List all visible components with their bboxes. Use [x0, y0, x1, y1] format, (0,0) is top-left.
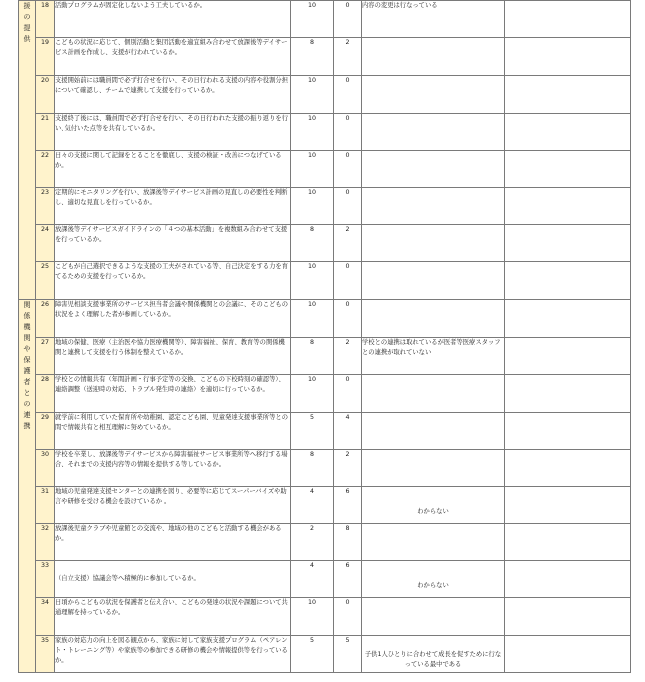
yes-count: 10: [291, 1, 334, 38]
extra-cell: [505, 1, 631, 38]
extra-cell: [505, 598, 631, 636]
yes-count: 8: [291, 225, 334, 262]
no-count: 0: [334, 300, 362, 338]
yes-count: 8: [291, 38, 334, 76]
staff-note: [362, 450, 505, 487]
staff-note: [362, 375, 505, 413]
table-row: [19, 450, 631, 487]
staff-note: 学校との連携は取れているが医者等医療スタッフとの連携が取れていない: [362, 338, 505, 375]
extra-cell: [505, 151, 631, 188]
yes-count: 5: [291, 413, 334, 450]
question-text: こどもの状況に応じて、個別活動と集団活動を適宜組み合わせて放課後等デイサービス計画を作成し、支援が行われているか。: [55, 38, 291, 76]
no-count: 0: [334, 188, 362, 225]
question-text: 就学前に利用していた保育所や幼稚園、認定こども園、児童発達支援事業所等との間で情報共有と相互理解に努めているか。: [55, 413, 291, 450]
table-row: [19, 188, 631, 225]
question-text: 放課後等デイサービスガイドラインの「４つの基本活動」を複数組み合わせて支援を行っているか。: [55, 225, 291, 262]
row-number: 21: [36, 114, 55, 151]
staff-note: [362, 38, 505, 76]
row-number: 34: [36, 598, 55, 636]
extra-cell: [505, 38, 631, 76]
extra-cell: [505, 225, 631, 262]
yes-count: 5: [291, 636, 334, 673]
table-row: [19, 151, 631, 188]
no-count: 0: [334, 262, 362, 300]
extra-cell: [505, 524, 631, 561]
extra-cell: [505, 375, 631, 413]
question-text: 家族の対応力の向上を図る観点から、家族に対して家族支援プログラム（ペアレント・トレーニング等）や家族等の参加できる研修の機会や情報提供等を行っているか。: [55, 636, 291, 673]
question-text: 放課後児童クラブや児童館との交流や、地域の他のこどもと活動する機会があるか。: [55, 524, 291, 561]
yes-count: 10: [291, 114, 334, 151]
row-number: 18: [36, 1, 55, 38]
row-number: 26: [36, 300, 55, 338]
row-number: 30: [36, 450, 55, 487]
table-row: [19, 561, 631, 598]
evaluation-table: [18, 0, 631, 673]
staff-note: 内容の変更は行なっている: [362, 1, 505, 38]
yes-count: 2: [291, 524, 334, 561]
question-text: 定期的にモニタリングを行い、放課後等デイサービス計画の見直しの必要性を判断し、適切な見直しを行っているか。: [55, 188, 291, 225]
extra-cell: [505, 262, 631, 300]
yes-count: 8: [291, 338, 334, 375]
extra-cell: [505, 76, 631, 114]
table-row: [19, 524, 631, 561]
question-text: 日頃からこどもの状況を保護者と伝え合い、こどもの発達の状況や課題について共通理解を持っているか。: [55, 598, 291, 636]
yes-count: 10: [291, 76, 334, 114]
category-cell-provision: [19, 1, 36, 300]
table-row: [19, 413, 631, 450]
row-number: 33: [36, 561, 55, 598]
staff-note: [362, 188, 505, 225]
staff-note: [362, 151, 505, 188]
table-row: [19, 598, 631, 636]
yes-count: 8: [291, 450, 334, 487]
row-number: 32: [36, 524, 55, 561]
extra-cell: [505, 561, 631, 598]
question-text: 地域の保健、医療（主治医や協力医療機関等）、障害福祉、保育、教育等の関係機関と連携して支援を行う体制を整えているか。: [55, 338, 291, 375]
category-label: 関係機関や保護者との連携: [23, 301, 31, 430]
table-row: [19, 1, 631, 38]
table-row: [19, 76, 631, 114]
extra-cell: [505, 338, 631, 375]
question-text: 障害児相談支援事業所のサービス担当者会議や関係機関との会議に、そのこどもの状況をよく理解した者が参画しているか。: [55, 300, 291, 338]
no-count: 6: [334, 561, 362, 598]
row-number: 23: [36, 188, 55, 225]
extra-cell: [505, 413, 631, 450]
no-count: 0: [334, 375, 362, 413]
question-text: 地域の児童発達支援センターとの連携を図り、必要等に応じてスーパーバイズや助言や研修を受ける機会を設けているか 。: [55, 487, 291, 524]
staff-note: [362, 524, 505, 561]
table-row: [19, 487, 631, 524]
table-row: [19, 114, 631, 151]
row-number: 31: [36, 487, 55, 524]
no-count: 2: [334, 38, 362, 76]
no-count: 0: [334, 76, 362, 114]
question-text: 活動プログラムが固定化しないよう工夫しているか。: [55, 1, 291, 38]
no-count: 5: [334, 636, 362, 673]
table-row: [19, 375, 631, 413]
staff-note: [362, 262, 505, 300]
yes-count: 10: [291, 375, 334, 413]
staff-note: わからない: [362, 561, 505, 598]
table-row: [19, 225, 631, 262]
question-text: （自立支援）協議会等へ積極的に参加しているか。: [55, 561, 291, 598]
yes-count: 10: [291, 262, 334, 300]
row-number: 28: [36, 375, 55, 413]
staff-note: [362, 114, 505, 151]
table-row: [19, 300, 631, 338]
extra-cell: [505, 450, 631, 487]
no-count: 0: [334, 151, 362, 188]
no-count: 0: [334, 598, 362, 636]
row-number: 20: [36, 76, 55, 114]
yes-count: 10: [291, 188, 334, 225]
no-count: 2: [334, 450, 362, 487]
row-number: 19: [36, 38, 55, 76]
staff-note: [362, 225, 505, 262]
row-number: 35: [36, 636, 55, 673]
staff-note: 子供1人ひとりに合わせて成長を促すために行なっている最中である: [362, 636, 505, 673]
category-label: 援の提供: [23, 2, 31, 43]
no-count: 8: [334, 524, 362, 561]
row-number: 22: [36, 151, 55, 188]
yes-count: 4: [291, 487, 334, 524]
staff-note: [362, 76, 505, 114]
staff-note: [362, 300, 505, 338]
no-count: 0: [334, 114, 362, 151]
no-count: 0: [334, 1, 362, 38]
category-cell-cooperation: [19, 300, 36, 673]
table-row: [19, 636, 631, 673]
row-number: 29: [36, 413, 55, 450]
extra-cell: [505, 636, 631, 673]
yes-count: 10: [291, 151, 334, 188]
no-count: 6: [334, 487, 362, 524]
yes-count: 10: [291, 598, 334, 636]
yes-count: 4: [291, 561, 334, 598]
table-row: [19, 38, 631, 76]
extra-cell: [505, 487, 631, 524]
table-row: [19, 262, 631, 300]
question-text: 学校との情報共有（年間計画・行事予定等の交換、こどもの下校時刻の確認等）、連絡調整（送迎時の対応、トラブル発生時の連絡）を適切に行っているか。: [55, 375, 291, 413]
row-number: 25: [36, 262, 55, 300]
question-text: 学校を卒業し、放課後等デイサービスから障害福祉サービス事業所等へ移行する場合、それまでの支援内容等の情報を提供する等しているか。: [55, 450, 291, 487]
staff-note: [362, 598, 505, 636]
no-count: 4: [334, 413, 362, 450]
table-row: [19, 338, 631, 375]
extra-cell: [505, 188, 631, 225]
no-count: 2: [334, 338, 362, 375]
yes-count: 10: [291, 300, 334, 338]
extra-cell: [505, 300, 631, 338]
staff-note: わからない: [362, 487, 505, 524]
staff-note: [362, 413, 505, 450]
question-text: 支援開始前には職員間で必ず打合せを行い、その日行われる支援の内容や役割分担について確認し、チームで連携して支援を行っているか。: [55, 76, 291, 114]
row-number: 27: [36, 338, 55, 375]
question-text: 日々の支援に関して記録をとることを徹底し、支援の検証・改善につなげているか。: [55, 151, 291, 188]
extra-cell: [505, 114, 631, 151]
row-number: 24: [36, 225, 55, 262]
no-count: 2: [334, 225, 362, 262]
question-text: こどもが自己選択できるような支援の工夫がされている等、自己決定をする力を育てるための支援を行っているか。: [55, 262, 291, 300]
question-text: 支援終了後には、職員間で必ず打合せを行い、その日行われた支援の振り返りを行い､気付いた点等を共有しているか。: [55, 114, 291, 151]
